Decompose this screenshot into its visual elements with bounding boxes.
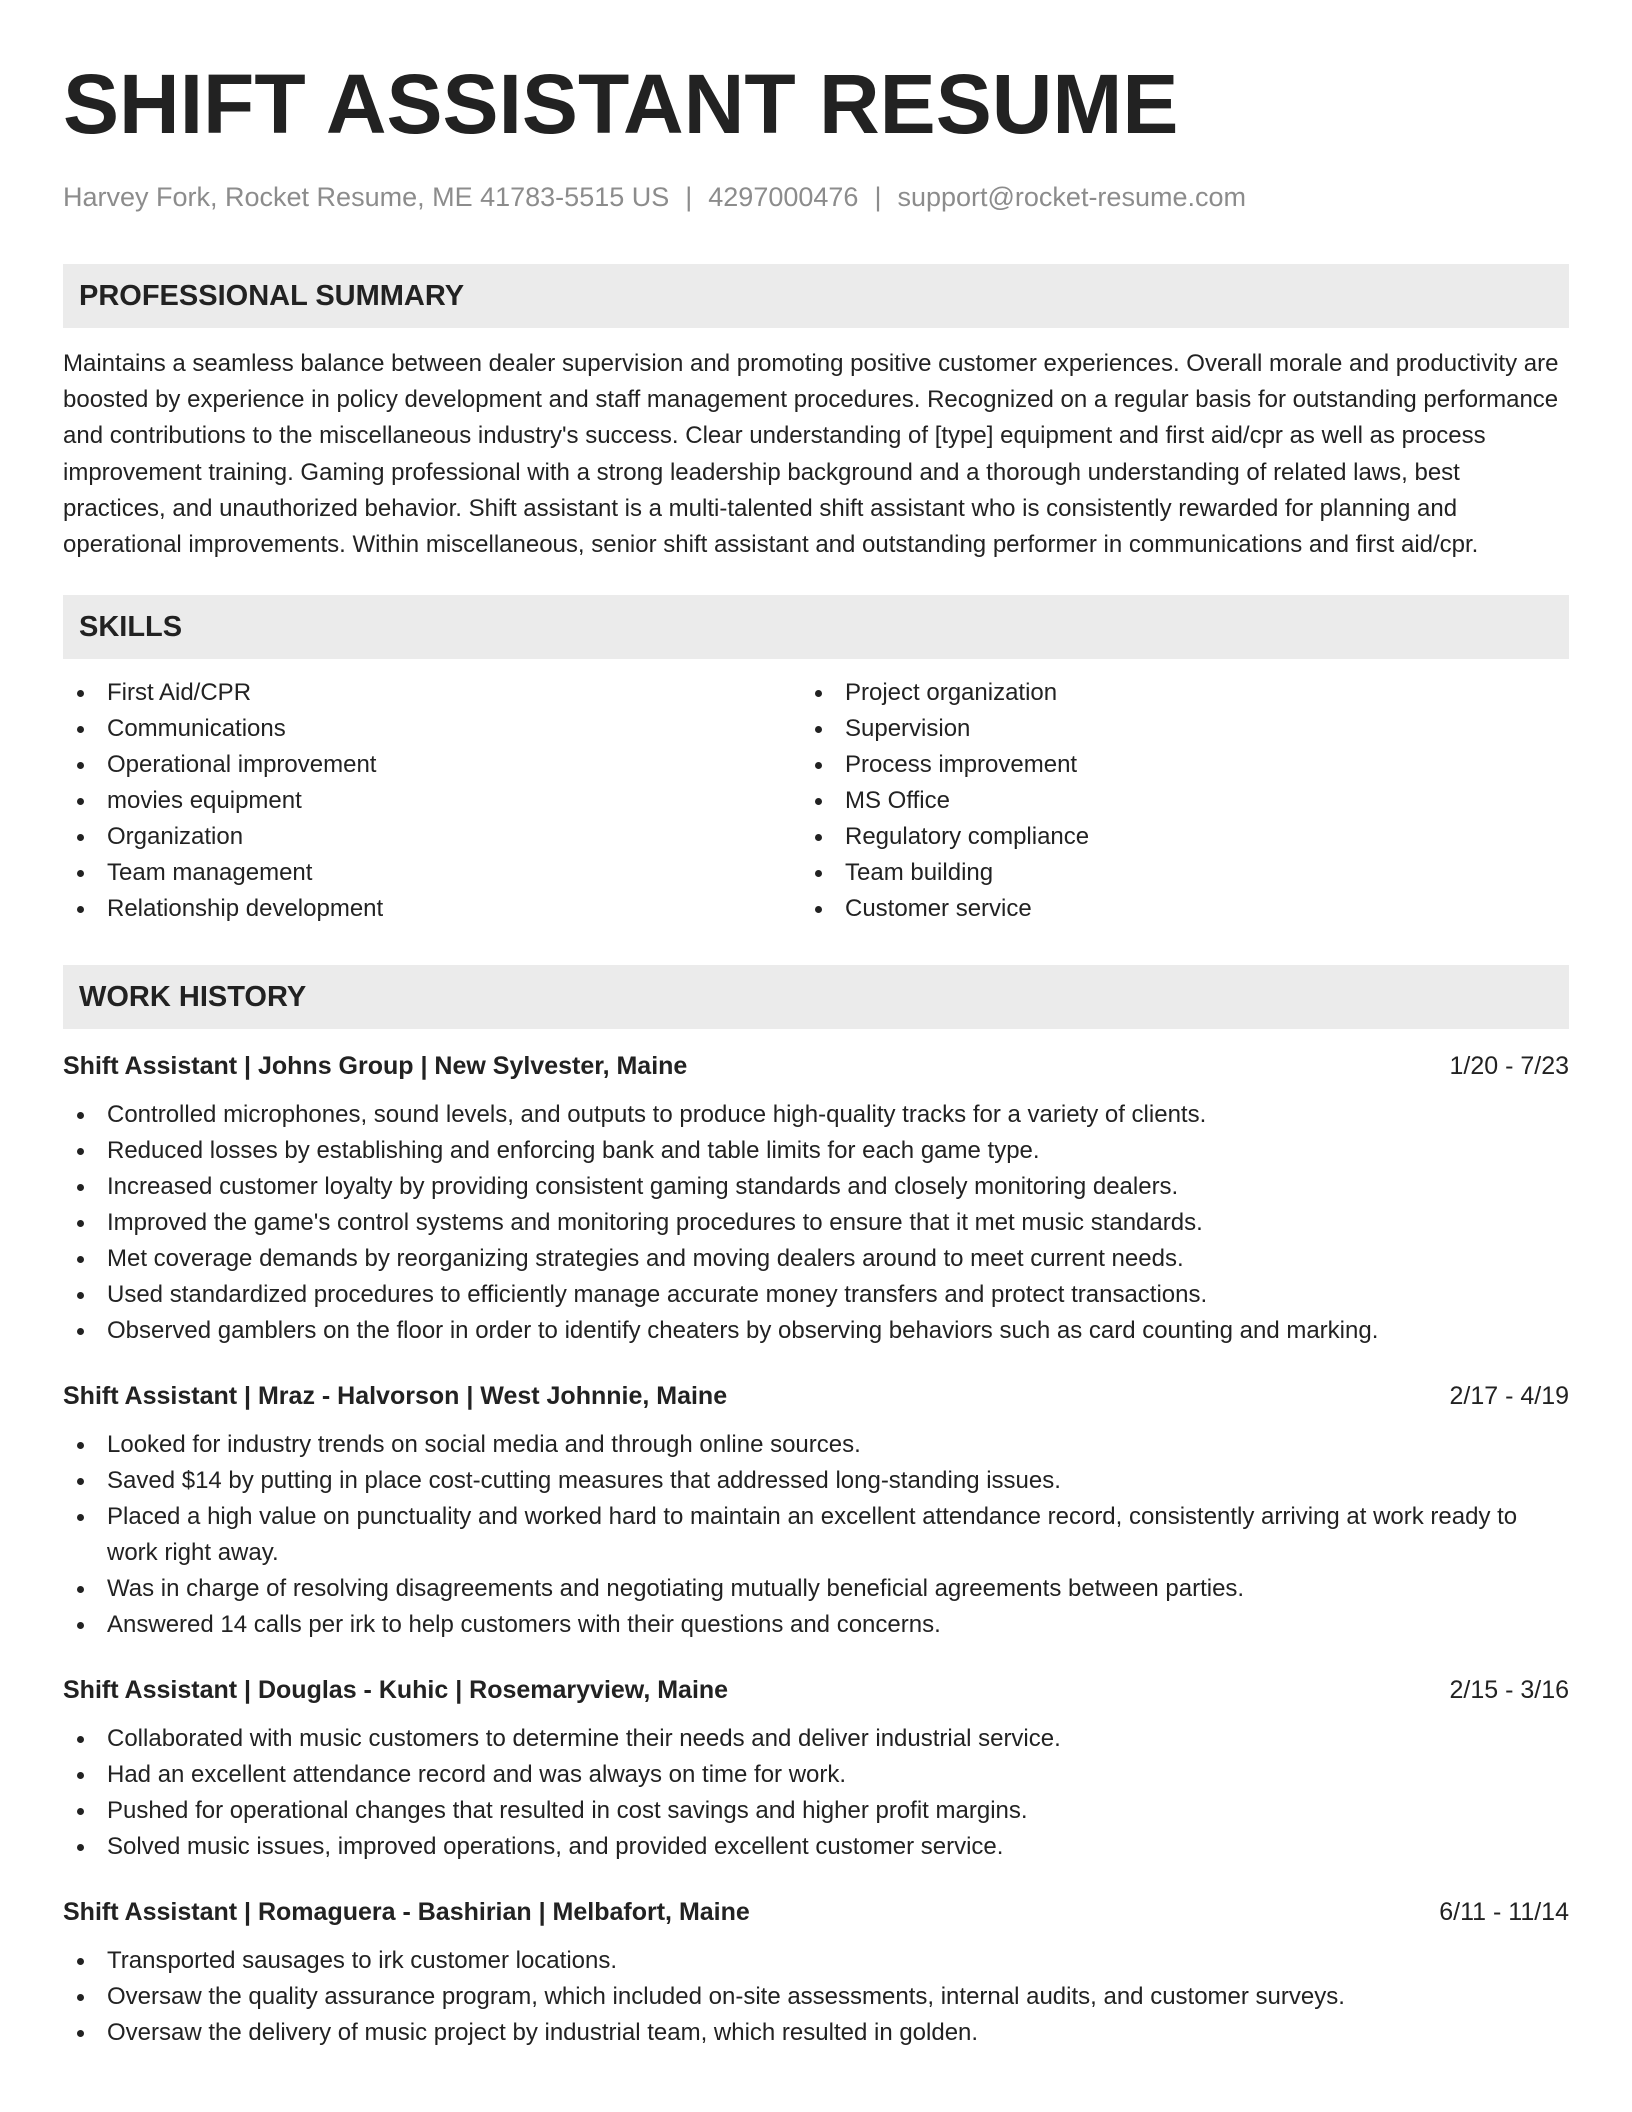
job-bullet-list <box>63 1097 1569 1349</box>
job-title: Shift Assistant | Mraz - Halvorson | West Johnnie, Maine <box>63 1382 728 1411</box>
job-bullet-list <box>63 1427 1569 1643</box>
job-dates: 2/15 - 3/16 <box>1449 1676 1569 1705</box>
skills-section <box>63 595 1569 927</box>
skill-item: Project organization <box>801 675 1539 711</box>
section-heading-work-history: WORK HISTORY <box>63 965 1569 1029</box>
job-bullet: Saved $14 by putting in place cost-cutting measures that addressed long-standing issues. <box>63 1463 1569 1499</box>
job-entry <box>63 1379 1569 1643</box>
contact-separator: | <box>874 182 882 212</box>
job-bullet: Collaborated with music customers to determine their needs and deliver industrial service. <box>63 1721 1569 1757</box>
job-title: Shift Assistant | Douglas - Kuhic | Rosemaryview, Maine <box>63 1676 729 1705</box>
job-dates: 6/11 - 11/14 <box>1439 1898 1569 1927</box>
job-entry <box>63 1673 1569 1865</box>
section-heading-summary: PROFESSIONAL SUMMARY <box>63 264 1569 328</box>
job-title: Shift Assistant | Romaguera - Bashirian | Melbafort, Maine <box>63 1898 750 1927</box>
job-bullet: Placed a high value on punctuality and worked hard to maintain an excellent attendance record, consistently arriving at work ready to work right away. <box>63 1499 1569 1571</box>
skills-column-right <box>801 675 1539 927</box>
job-title: Shift Assistant | Johns Group | New Sylvester, Maine <box>63 1052 688 1081</box>
job-header <box>63 1379 1569 1413</box>
contact-line <box>63 180 1569 214</box>
job-header <box>63 1673 1569 1707</box>
contact-phone: 4297000476 <box>708 182 859 212</box>
skill-item: Supervision <box>801 711 1539 747</box>
resume-title: SHIFT ASSISTANT RESUME <box>63 57 1179 151</box>
job-bullet: Had an excellent attendance record and was always on time for work. <box>63 1757 1569 1793</box>
section-heading-skills: SKILLS <box>63 595 1569 659</box>
skill-item: Organization <box>63 819 801 855</box>
skill-item: Relationship development <box>63 891 801 927</box>
job-bullet: Pushed for operational changes that resulted in cost savings and higher profit margins. <box>63 1793 1569 1829</box>
skill-item: Customer service <box>801 891 1539 927</box>
skill-item: Team management <box>63 855 801 891</box>
job-bullet: Controlled microphones, sound levels, and outputs to produce high-quality tracks for a variety of clients. <box>63 1097 1569 1133</box>
job-bullet: Was in charge of resolving disagreements and negotiating mutually beneficial agreements between parties. <box>63 1571 1569 1607</box>
job-bullet: Increased customer loyalty by providing consistent gaming standards and closely monitoring dealers. <box>63 1169 1569 1205</box>
skill-item: Regulatory compliance <box>801 819 1539 855</box>
work-history-section <box>63 965 1569 2051</box>
skill-item: Operational improvement <box>63 747 801 783</box>
job-bullet: Reduced losses by establishing and enforcing bank and table limits for each game type. <box>63 1133 1569 1169</box>
skill-item: movies equipment <box>63 783 801 819</box>
skill-item: MS Office <box>801 783 1539 819</box>
job-bullet: Transported sausages to irk customer locations. <box>63 1943 1569 1979</box>
skill-item: Communications <box>63 711 801 747</box>
contact-separator: | <box>685 182 693 212</box>
contact-email: support@rocket-resume.com <box>897 182 1246 212</box>
job-dates: 1/20 - 7/23 <box>1449 1052 1569 1081</box>
job-bullet: Answered 14 calls per irk to help customers with their questions and concerns. <box>63 1607 1569 1643</box>
summary-text: Maintains a seamless balance between dealer supervision and promoting positive customer experiences. Overall morale and productivity are boosted by experience in policy development and staff management procedures. Recognized on a regular basis for outstanding performance and contributions to the miscellaneous industry's success. Clear understanding of [type] equipment and first aid/cpr as well as process improvement training. Gaming professional with a strong leadership background and a thorough understanding of related laws, best practices, and unauthorized behavior. Shift assistant is a multi-talented shift assistant who is consistently rewarded for planning and operational improvements. Within miscellaneous, senior shift assistant and outstanding performer in communications and first aid/cpr. <box>63 350 1559 559</box>
skill-item: First Aid/CPR <box>63 675 801 711</box>
job-bullet-list <box>63 1943 1569 2051</box>
skill-item: Process improvement <box>801 747 1539 783</box>
job-dates: 2/17 - 4/19 <box>1449 1382 1569 1411</box>
job-bullet-list <box>63 1721 1569 1865</box>
job-bullet: Solved music issues, improved operations, and provided excellent customer service. <box>63 1829 1569 1865</box>
skills-column-left <box>63 675 801 927</box>
job-bullet: Met coverage demands by reorganizing strategies and moving dealers around to meet current needs. <box>63 1241 1569 1277</box>
job-entry <box>63 1049 1569 1349</box>
job-entry <box>63 1895 1569 2051</box>
job-bullet: Looked for industry trends on social media and through online sources. <box>63 1427 1569 1463</box>
job-bullet: Used standardized procedures to efficiently manage accurate money transfers and protect transactions. <box>63 1277 1569 1313</box>
job-header <box>63 1049 1569 1083</box>
contact-address: Harvey Fork, Rocket Resume, ME 41783-5515 US <box>63 182 670 212</box>
job-header <box>63 1895 1569 1929</box>
job-bullet: Oversaw the delivery of music project by industrial team, which resulted in golden. <box>63 2015 1569 2051</box>
professional-summary-section <box>63 264 1569 563</box>
job-bullet: Oversaw the quality assurance program, which included on-site assessments, internal audits, and customer surveys. <box>63 1979 1569 2015</box>
skill-item: Team building <box>801 855 1539 891</box>
job-bullet: Observed gamblers on the floor in order to identify cheaters by observing behaviors such as card counting and marking. <box>63 1313 1569 1349</box>
job-bullet: Improved the game's control systems and monitoring procedures to ensure that it met music standards. <box>63 1205 1569 1241</box>
skills-grid <box>63 675 1569 927</box>
